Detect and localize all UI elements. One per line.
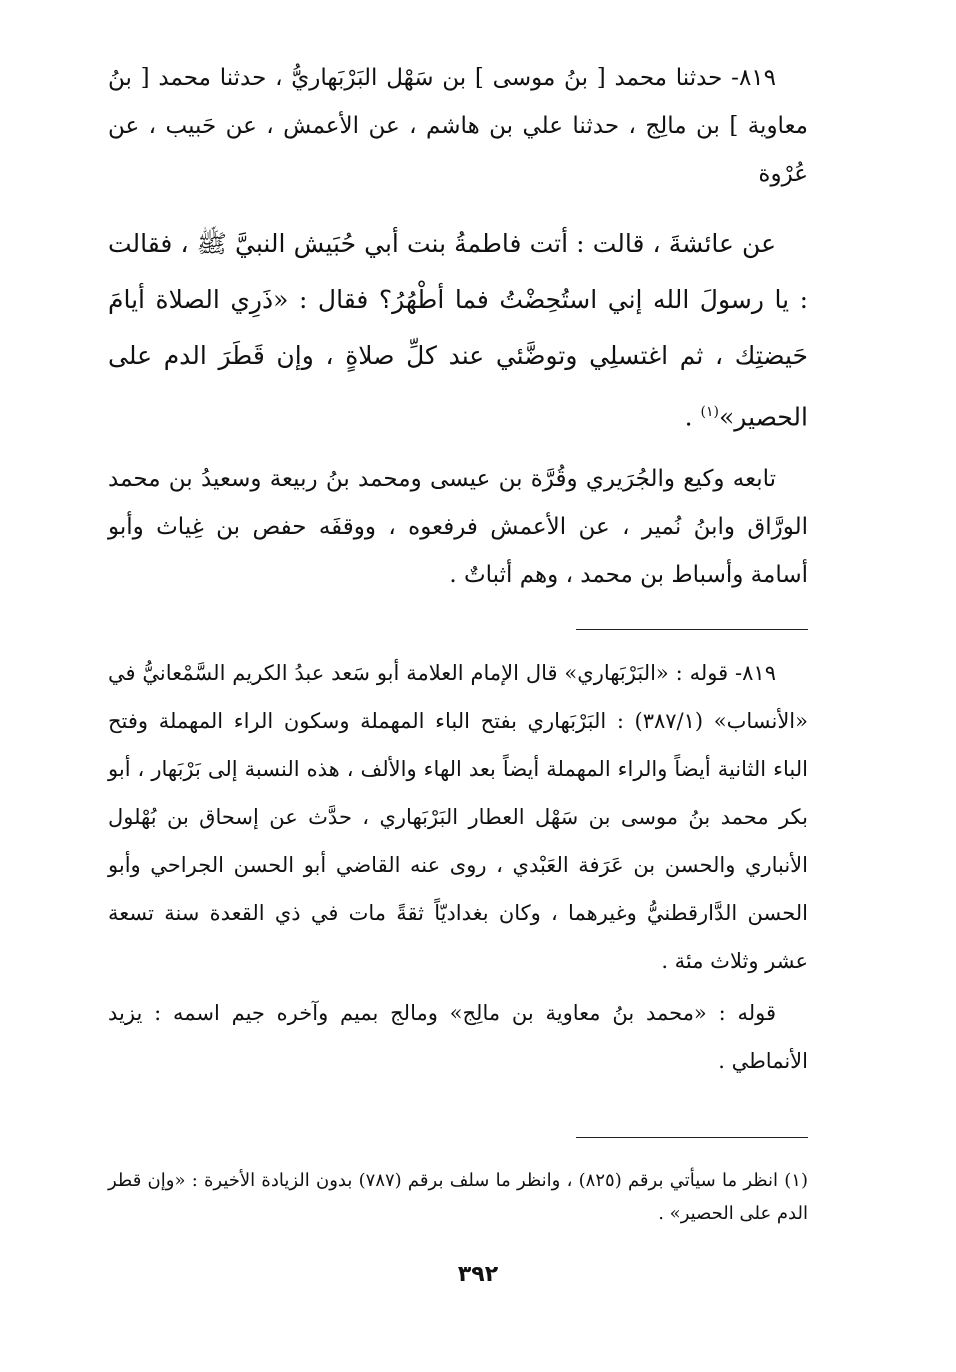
hadith-corroboration-block <box>108 455 808 599</box>
hadith-matn <box>108 216 808 445</box>
commentary-separator <box>576 629 808 630</box>
hadith-isnad: ٨١٩- حدثنا محمد [ بنُ موسى ] بن سَهْل البَرْبَهاريُّ ، حدثنا محمد [ بنُ معاوية ] بن مالِج ، حدثنا علي بن هاشم ، عن الأعمش ، عن حَبيب ، عن عُرْوة <box>108 65 808 187</box>
hadith-isnad-block <box>108 54 808 198</box>
hadith-matn-text: عن عائشةَ ، قالت : أتت فاطمةُ بنت أبي حُبَيش النبيَّ ﷺ ، فقالت : يا رسولَ الله إني استُحِضْتُ فما أطْهُرُ؟ فقال : «ذَرِي الصلاة أيامَ حَيضتِك ، ثم اغتسلِي وتوضَّئي عند كلِّ صلاةٍ ، وإن قَطَرَ الدم على الحصير» <box>108 229 808 432</box>
footnote-block <box>108 1164 808 1230</box>
hadith-matn-end: . <box>684 402 701 432</box>
commentary-paragraph-2: قوله : «محمد بنُ معاوية بن مالِج» ومالج بميم وآخره جيم اسمه : يزيد الأنماطي . <box>108 1001 808 1073</box>
commentary-block <box>108 649 808 1085</box>
hadith-matn-block <box>108 216 808 445</box>
footnote-separator <box>576 1137 808 1138</box>
page-number: ٣٩٢ <box>457 1262 499 1287</box>
hadith-corroboration: تابعه وكيع والجُرَيري وقُرَّة بن عيسى ومحمد بنُ ربيعة وسعيدُ بن محمد الورَّاق وابنُ نُمير ، عن الأعمش فرفعوه ، ووقفَه حفص بن غِياث وأبو أسامة وأسباط بن محمد ، وهم أثباتٌ . <box>108 466 808 588</box>
footnote-text: (١) انظر ما سيأتي برقم (٨٢٥) ، وانظر ما سلف برقم (٧٨٧) بدون الزيادة الأخيرة : «وإن قطر الدم على الحصير» . <box>108 1170 808 1224</box>
commentary-paragraph-1: ٨١٩- قوله : «البَرْبَهاري» قال الإمام العلامة أبو سَعد عبدُ الكريم السَّمْعانيُّ في «الأنساب» (٣٨٧/١) : البَرْبَهاري بفتح الباء المهملة وسكون الراء المهملة وفتح الباء الثانية أيضاً والراء المهملة أيضاً بعد الهاء والألف ، هذه النسبة إلى بَرْبَهار ، أبو بكر محمد بنُ موسى بن سَهْل العطار البَرْبَهاري ، حدَّث عن إسحاق بن بُهْلول الأنباري والحسن بن عَرَفة العَبْدي ، روى عنه القاضي أبو الحسن الجراحي وأبو الحسن الدَّارقطنيُّ وغيرهما ، وكان بغداديّاً ثقةً مات في ذي القعدة سنة تسعة عشر وثلاث مئة . <box>108 661 808 973</box>
footnote-reference: (١) <box>700 404 719 420</box>
